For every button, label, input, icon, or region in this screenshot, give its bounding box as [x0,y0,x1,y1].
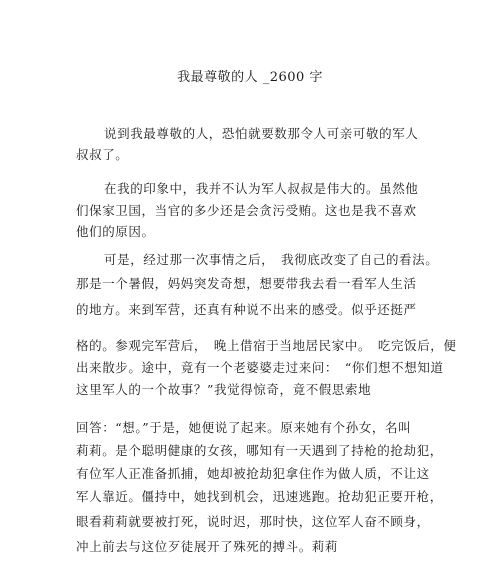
text-line: 眼看莉莉就要被打死，说时迟，那时快，这位军人奋不顾身， [76,514,430,529]
text-line: 这里军人的一个故事？”我觉得惊奇，竟不假思索地 [76,382,372,397]
text-line: 他们的原因。 [76,224,155,239]
text-line: 在我的印象中，我并不认为军人叔叔是伟大的。虽然他 [104,181,419,196]
text-line: 可是，经过那一次事情之后， 我彻底改变了自己的看法。 [104,252,439,267]
text-line: 叔叔了。 [76,147,129,162]
text-line: 格的。参观完军营后， 晚上借宿于当地居民家中。 吃完饭后，便 [76,338,457,353]
text-line: 出来散步。途中，竟有一个老婆婆走过来问： “你们想不想知道 [76,360,444,375]
text-line: 冲上前去与这位歹徒展开了殊死的搏斗。莉莉 [76,539,339,554]
text-line: 莉莉。是个聪明健康的女孩，哪知有一天遇到了持枪的抢劫犯， [76,443,443,458]
text-line: 说到我最尊敬的人，恐怕就要数那令人可亲可敬的军人 [104,126,419,141]
text-line: 回答：“想。”于是，她便说了起来。原来她有个孙女，名叫 [76,420,412,435]
text-line: 军人靠近。僵持中，她找到机会，迅速逃跑。抢劫犯正要开枪， [76,489,443,504]
document-title: 我最尊敬的人 _2600 字 [177,70,323,85]
text-line: 们保家卫国，当官的多少还是会贪污受贿。这也是我不喜欢 [76,203,417,218]
text-line: 那是一个暑假，妈妈突发奇想，想要带我去看一看军人生活 [76,276,417,291]
text-line: 有位军人正准备抓捕，她却被抢劫犯拿住作为做人质，不让这 [76,466,430,481]
text-line: 的地方。来到军营，还真有种说不出来的感受。似乎还挺严 [76,302,417,317]
